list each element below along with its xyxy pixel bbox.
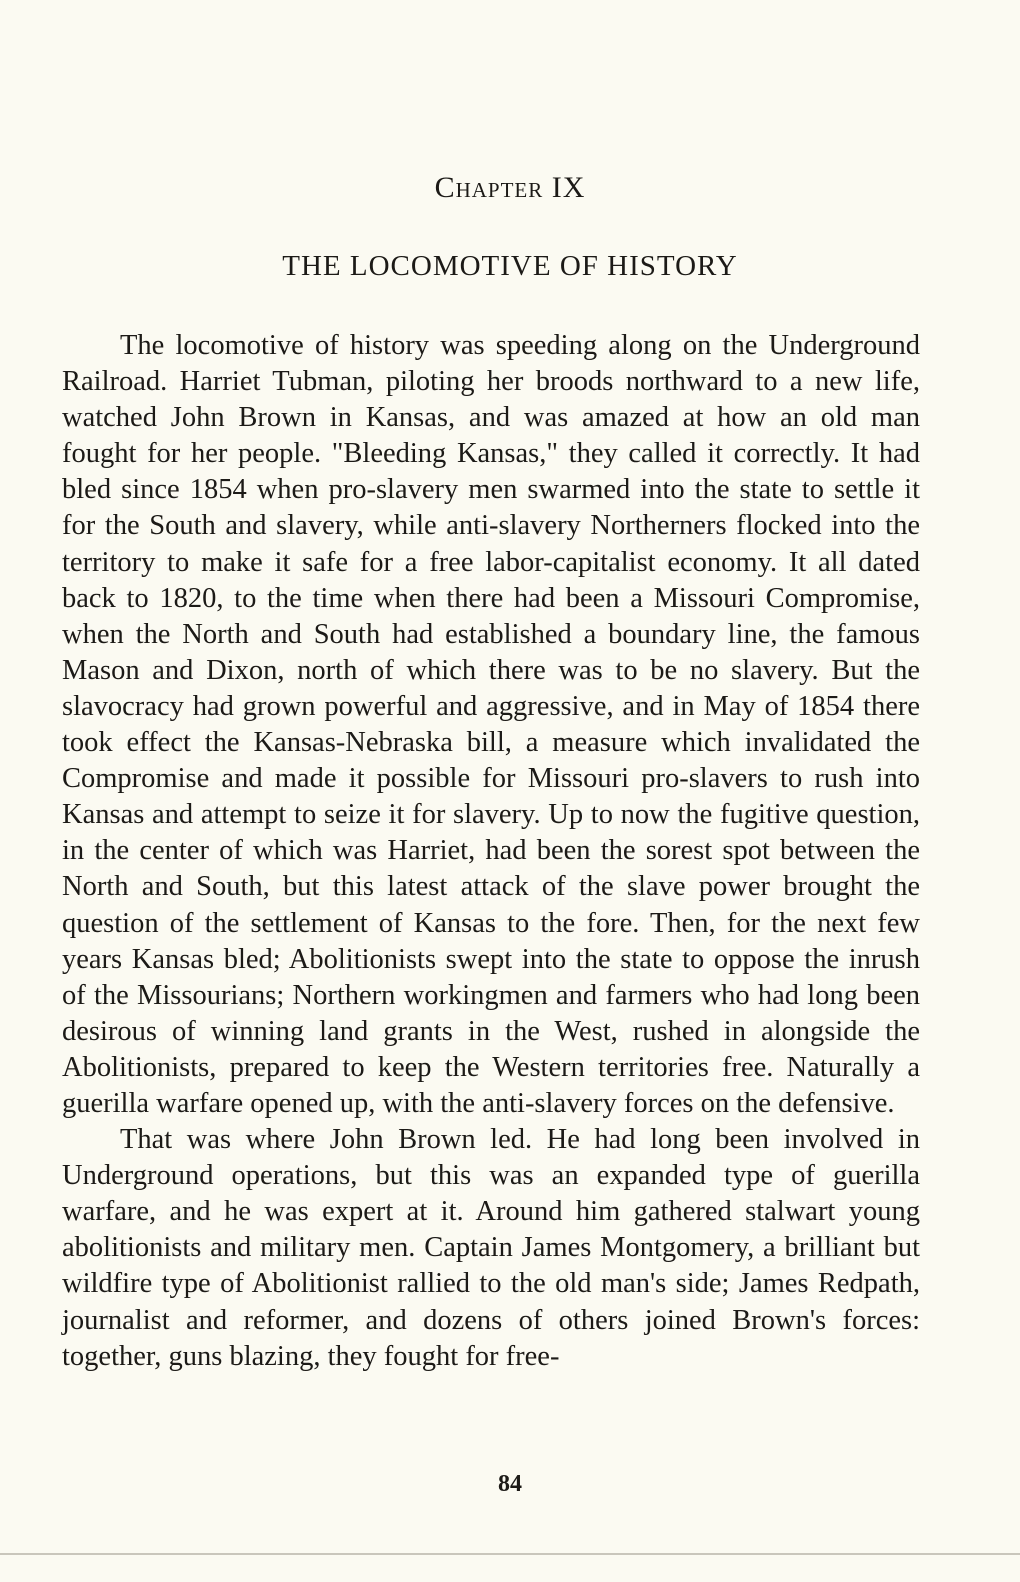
paragraph: That was where John Brown led. He had long been involved in Underground operations, but this was an expanded type of guerilla warfare, and he was expert at it. Around him gathered stalwart young abolitionists and military men. Captain James Montgomery, a brilliant but wildfire type of Abolitionist rallied to the old man's side; James Redpath, journalist and reformer, and dozens of others joined Brown's forces: together, guns blazing, they fought for free- [62,1124,920,1372]
body-text [62,328,920,1375]
page-edge-divider [0,1553,1020,1555]
chapter-title: THE LOCOMOTIVE OF HISTORY [282,250,738,282]
chapter-label: Chapter IX [434,171,586,204]
page-number: 84 [498,1471,522,1497]
paragraph: The locomotive of history was speeding along on the Underground Railroad. Harriet Tubman, piloting her broods northward to a new life, watched John Brown in Kansas, and was amazed at how an old man fought for her people. "Bleeding Kansas," they called it correctly. It had bled since 1854 when pro-slavery men swarmed into the state to settle it for the South and slavery, while anti-slavery Northerners flocked into the territory to make it safe for a free labor-capitalist economy. It all dated back to 1820, to the time when there had been a Missouri Compromise, when the North and South had established a boundary line, the famous Mason and Dixon, north of which there was to be no slavery. But the slavocracy had grown powerful and aggressive, and in May of 1854 there took effect the Kansas-Nebraska bill, a measure which invalidated the Compromise and made it possible for Missouri pro-slavers to rush into Kansas and attempt to seize it for slavery. Up to now the fugitive question, in the center of which was Harriet, had been the sorest spot between the North and South, but this latest attack of the slave power brought the question of the settlement of Kansas to the fore. Then, for the next few years Kansas bled; Abolitionists swept into the state to oppose the inrush of the Missourians; Northern workingmen and farmers who had long been desirous of winning land grants in the West, rushed in alongside the Abolitionists, prepared to keep the Western territories free. Naturally a guerilla warfare opened up, with the anti-slavery forces on the defensive. [62,330,920,1119]
